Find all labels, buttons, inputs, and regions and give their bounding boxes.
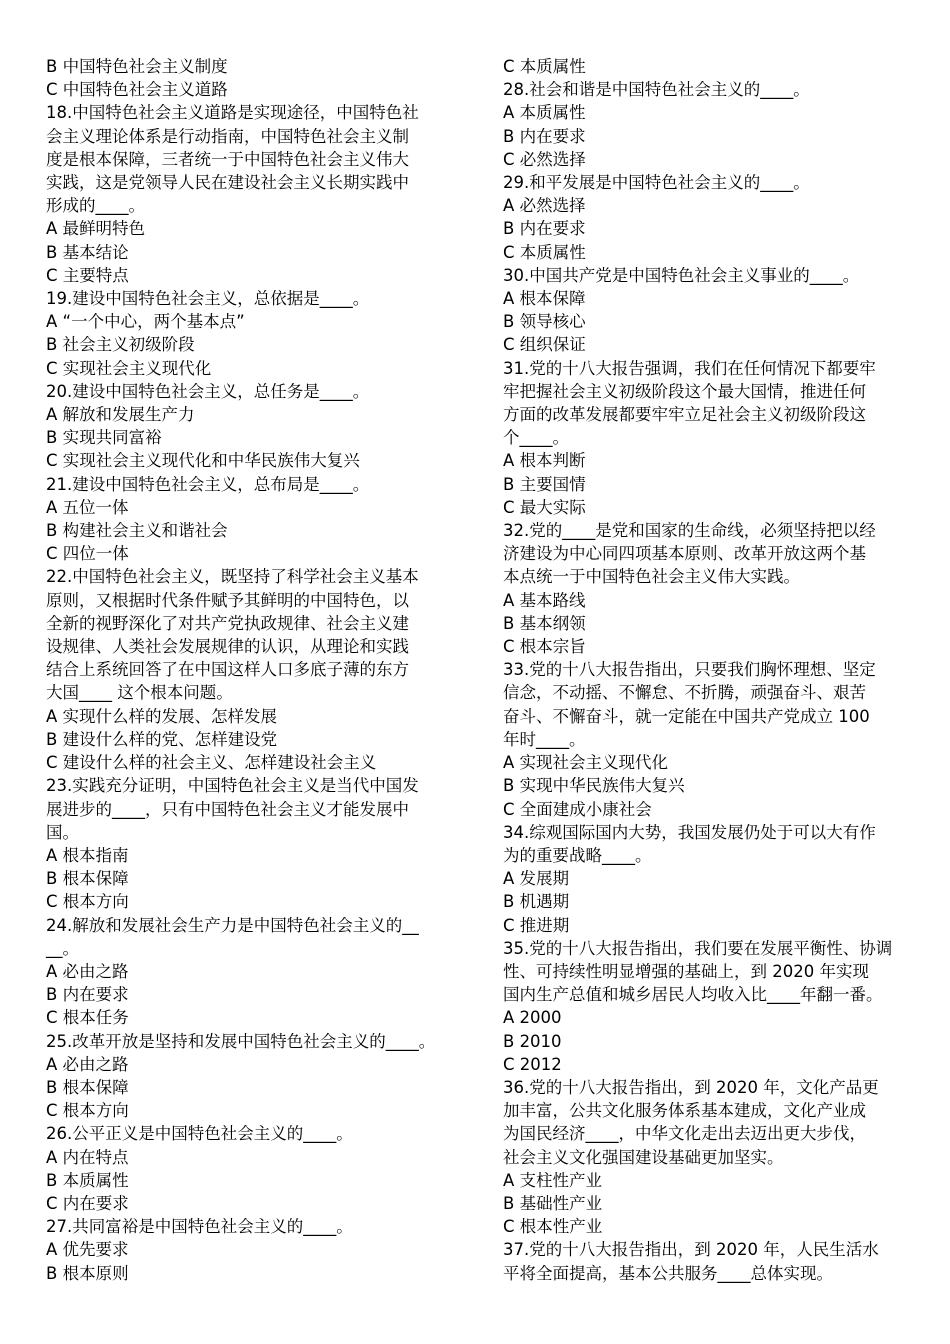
- text-line: C 建设什么样的社会主义、怎样建设社会主义: [46, 753, 377, 773]
- text-line: A 实现什么样的发展、怎样发展: [46, 706, 278, 726]
- text-line: B 根本保障: [46, 1077, 129, 1097]
- text-line: B 内在要求: [503, 126, 586, 146]
- right-column: [503, 55, 905, 1285]
- text-line: 实践，这是党领导人民在建设社会主义长期实践中: [46, 173, 409, 193]
- text-line: 33.党的十八大报告指出，只要我们胸怀理想、坚定: [503, 660, 876, 680]
- text-line: C 根本性产业: [503, 1217, 603, 1237]
- text-line: B 实现中华民族伟大复兴: [503, 776, 685, 796]
- text-line: 34.综观国际国内大势，我国发展仍处于可以大有作: [503, 822, 876, 842]
- text-line: 平将全面提高，基本公共服务____总体实现。: [503, 1263, 833, 1283]
- text-line: B 机遇期: [503, 892, 570, 912]
- text-line: B 内在要求: [46, 985, 129, 1005]
- text-line: 社会主义文化强国建设基础更加坚实。: [503, 1147, 784, 1167]
- text-line: A 解放和发展生产力: [46, 405, 195, 425]
- text-line: C 根本方向: [46, 1101, 129, 1121]
- text-line: C 四位一体: [46, 544, 129, 564]
- text-line: 36.党的十八大报告指出，到 2020 年，文化产品更: [503, 1077, 879, 1097]
- text-line: 国内生产总值和城乡居民人均收入比____年翻一番。: [503, 985, 883, 1005]
- text-line: 18.中国特色社会主义道路是实现途径，中国特色社: [46, 103, 419, 123]
- text-line: 国。: [46, 822, 79, 842]
- text-line: 年时____。: [503, 729, 586, 749]
- text-line: B 构建社会主义和谐社会: [46, 521, 228, 541]
- text-line: 奋斗、不懈奋斗，就一定能在中国共产党成立 100: [503, 706, 870, 726]
- text-line: 济建设为中心同四项基本原则、改革开放这两个基: [503, 544, 866, 564]
- text-line: A 必由之路: [46, 1054, 129, 1074]
- text-line: 27.共同富裕是中国特色社会主义的____。: [46, 1217, 353, 1237]
- left-column: [46, 55, 456, 1285]
- text-line: 结合上系统回答了在中国这样人口多底子薄的东方: [46, 660, 409, 680]
- text-line: 大国____ 这个根本问题。: [46, 683, 233, 703]
- text-line: B 中国特色社会主义制度: [46, 57, 228, 76]
- text-line: 32.党的____是党和国家的生命线，必须坚持把以经: [503, 521, 876, 541]
- text-line: 26.公平正义是中国特色社会主义的____。: [46, 1124, 353, 1144]
- text-line: 个____。: [503, 428, 569, 448]
- text-line: C 实现社会主义现代化和中华民族伟大复兴: [46, 451, 360, 471]
- text-line: 31.党的十八大报告强调，我们在任何情况下都要牢: [503, 358, 876, 378]
- text-line: 为国民经济____，中华文化走出去迈出更大步伐，: [503, 1124, 866, 1144]
- text-line: 23.实践充分证明，中国特色社会主义是当代中国发: [46, 776, 419, 796]
- text-line: C 根本任务: [46, 1008, 129, 1028]
- text-line: 方面的改革发展都要牢牢立足社会主义初级阶段这: [503, 405, 866, 425]
- text-line: A 发展期: [503, 869, 570, 889]
- text-line: A 根本保障: [503, 289, 586, 309]
- text-line: B 基本结论: [46, 242, 129, 262]
- text-line: C 必然选择: [503, 149, 586, 169]
- text-line: B 社会主义初级阶段: [46, 335, 195, 355]
- text-line: 会主义理论体系是行动指南，中国特色社会主义制: [46, 126, 409, 146]
- text-line: C 根本方向: [46, 892, 129, 912]
- text-line: 22.中国特色社会主义，既坚持了科学社会主义基本: [46, 567, 419, 587]
- text-line: 37.党的十八大报告指出，到 2020 年，人民生活水: [503, 1240, 879, 1260]
- text-line: B 基础性产业: [503, 1193, 603, 1213]
- text-line: A 基本路线: [503, 590, 586, 610]
- text-line: A 最鲜明特色: [46, 219, 146, 239]
- text-line: C 本质属性: [503, 242, 586, 262]
- text-line: B 基本纲领: [503, 613, 586, 633]
- text-line: 本点统一于中国特色社会主义伟大实践。: [503, 567, 800, 587]
- text-line: A “一个中心，两个基本点”: [46, 312, 245, 332]
- text-line: 为的重要战略____。: [503, 845, 652, 865]
- text-line: 35.党的十八大报告指出，我们要在发展平衡性、协调: [503, 938, 893, 958]
- text-line: 形成的____。: [46, 196, 145, 216]
- text-line: C 实现社会主义现代化: [46, 358, 212, 378]
- text-line: C 本质属性: [503, 57, 586, 76]
- text-line: 29.和平发展是中国特色社会主义的____。: [503, 173, 810, 193]
- text-line: C 推进期: [503, 915, 570, 935]
- text-line: B 内在要求: [503, 219, 586, 239]
- text-line: 28.社会和谐是中国特色社会主义的____。: [503, 80, 810, 100]
- text-line: 21.建设中国特色社会主义，总布局是____。: [46, 474, 370, 494]
- text-line: 加丰富，公共文化服务体系基本建成，文化产业成: [503, 1101, 866, 1121]
- text-line: B 本质属性: [46, 1170, 129, 1190]
- text-line: C 内在要求: [46, 1193, 129, 1213]
- text-line: A 根本指南: [46, 845, 129, 865]
- text-line: A 必然选择: [503, 196, 586, 216]
- text-line: C 组织保证: [503, 335, 586, 355]
- text-line: 牢把握社会主义初级阶段这个最大国情，推进任何: [503, 381, 866, 401]
- text-line: A 优先要求: [46, 1240, 129, 1260]
- text-line: 设规律、人类社会发展规律的认识，从理论和实践: [46, 637, 409, 657]
- text-line: B 根本保障: [46, 869, 129, 889]
- text-line: 20.建设中国特色社会主义，总任务是____。: [46, 381, 370, 401]
- text-line: A 五位一体: [46, 497, 129, 517]
- text-line: A 必由之路: [46, 961, 129, 981]
- text-line: 原则，又根据时代条件赋予其鲜明的中国特色，以: [46, 590, 409, 610]
- text-line: 全新的视野深化了对共产党执政规律、社会主义建: [46, 613, 409, 633]
- text-line: B 2010: [503, 1031, 562, 1051]
- text-line: C 全面建成小康社会: [503, 799, 652, 819]
- text-line: B 实现共同富裕: [46, 428, 162, 448]
- text-line: C 2012: [503, 1054, 562, 1074]
- text-line: A 2000: [503, 1008, 562, 1028]
- text-line: C 中国特色社会主义道路: [46, 80, 228, 100]
- text-line: 信念，不动摇、不懈怠、不折腾，顽强奋斗、艰苦: [503, 683, 866, 703]
- text-line: __。: [46, 938, 79, 958]
- text-line: A 支柱性产业: [503, 1170, 603, 1190]
- text-line: 展进步的____，只有中国特色社会主义才能发展中: [46, 799, 409, 819]
- text-line: C 最大实际: [503, 497, 586, 517]
- text-line: C 主要特点: [46, 265, 129, 285]
- text-line: 25.改革开放是坚持和发展中国特色社会主义的____。: [46, 1031, 436, 1051]
- text-line: A 本质属性: [503, 103, 586, 123]
- text-line: A 根本判断: [503, 451, 586, 471]
- text-line: 性、可持续性明显增强的基础上，到 2020 年实现: [503, 961, 869, 981]
- text-line: B 领导核心: [503, 312, 586, 332]
- text-line: A 内在特点: [46, 1147, 129, 1167]
- text-line: C 根本宗旨: [503, 637, 586, 657]
- text-line: 度是根本保障，三者统一于中国特色社会主义伟大: [46, 149, 409, 169]
- text-line: B 建设什么样的党、怎样建设党: [46, 729, 278, 749]
- text-line: B 根本原则: [46, 1263, 129, 1283]
- text-line: 24.解放和发展社会生产力是中国特色社会主义的__: [46, 915, 419, 935]
- text-line: A 实现社会主义现代化: [503, 753, 669, 773]
- text-line: B 主要国情: [503, 474, 586, 494]
- text-line: 19.建设中国特色社会主义，总依据是____。: [46, 289, 370, 309]
- text-line: 30.中国共产党是中国特色社会主义事业的____。: [503, 265, 860, 285]
